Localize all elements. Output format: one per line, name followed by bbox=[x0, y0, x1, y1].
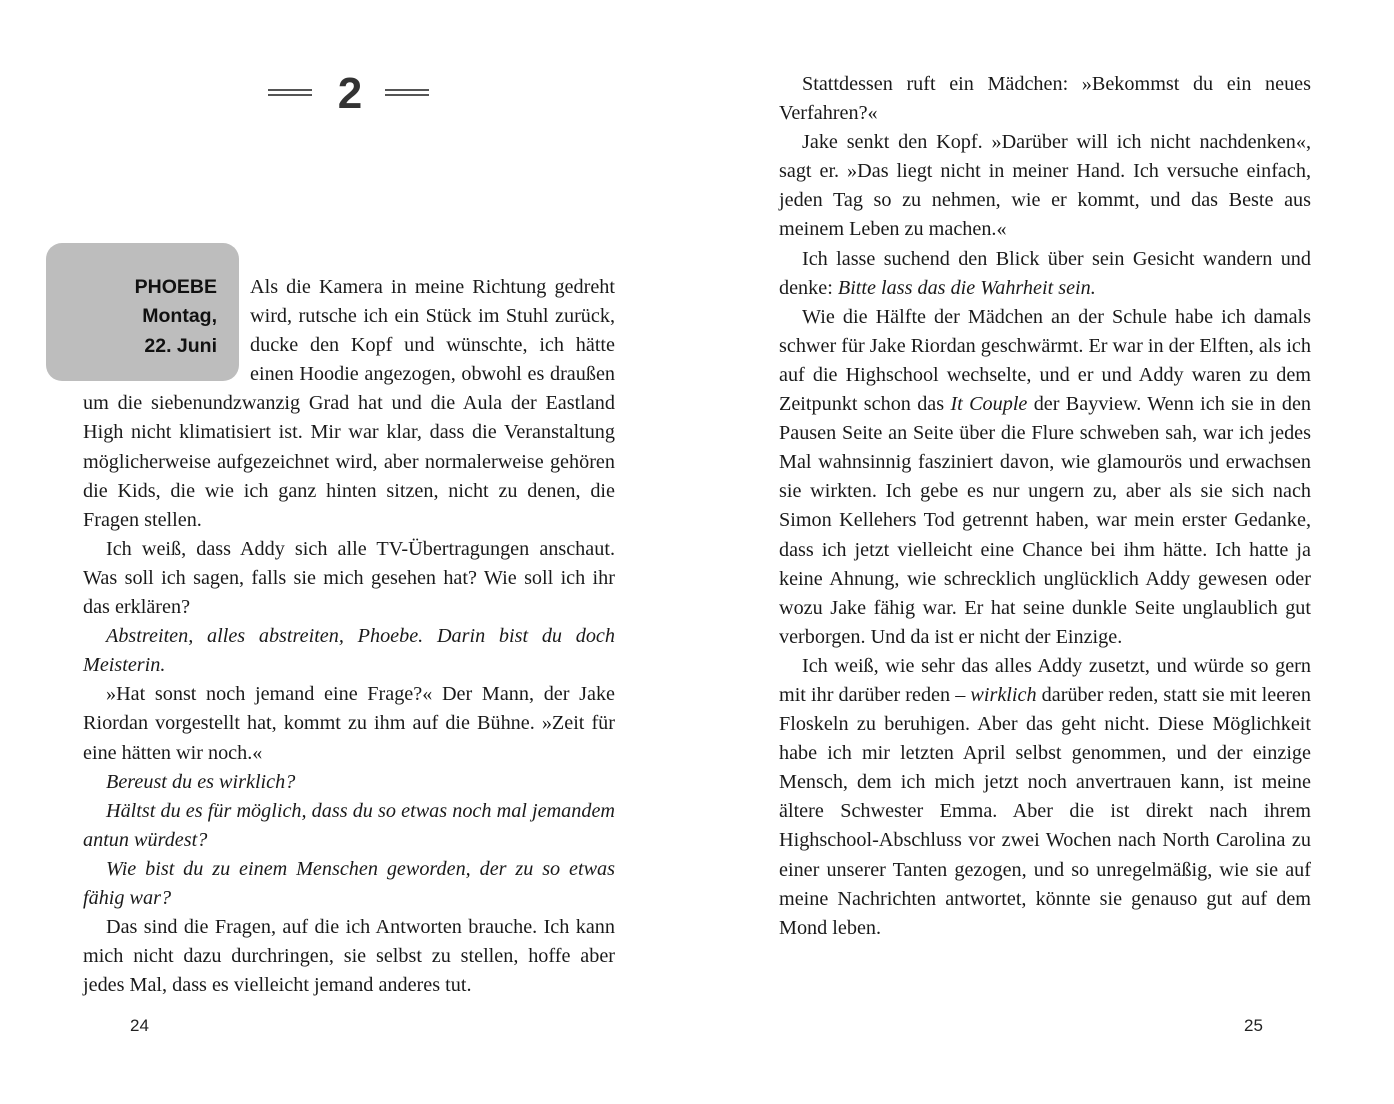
chapter-rule-left bbox=[268, 89, 312, 96]
narrator-date: 22. Juni bbox=[144, 334, 217, 357]
paragraph: Das sind die Fragen, auf die ich Antworten brauche. Ich kann mich nicht dazu durchringen, sie selbst zu stellen, hoffe aber jedes Mal, dass es vielleicht jemand anderes tut. bbox=[83, 916, 615, 997]
paragraph-thought: Wie bist du zu einem Menschen geworden, der zu so etwas fähig war? bbox=[83, 857, 615, 909]
right-page-text bbox=[779, 70, 1311, 943]
chapter-number: 2 bbox=[337, 69, 363, 118]
chapter-heading bbox=[268, 68, 430, 124]
paragraph: Ich weiß, wie sehr das alles Addy zusetzt, und würde so gern mit ihr darüber reden – wirklich darüber reden, statt sie mit leeren Floskeln zu beruhigen. Aber das geht nicht. Diese Möglichkeit habe ich mir letzten April selbst genommen, und der einzige Mensch, dem ich mich jetzt noch anvertrauen kann, ist meine ältere Schwester Emma. Aber die ist direkt nach ihrem Highschool-Abschluss vor zwei Wochen nach North Carolina zu einer unserer Tanten gezogen, und so unregelmäßig, wie sie auf meine Nachrichten antwortet, könnte sie genauso gut auf dem Mond leben. bbox=[779, 654, 1311, 939]
page-number: 24 bbox=[130, 1016, 149, 1035]
paragraph: Ich weiß, dass Addy sich alle TV-Übertragungen anschaut. Was soll ich sagen, falls sie mich gesehen hat? Wie soll ich ihr das erklären? bbox=[83, 537, 615, 619]
paragraph: Als die Kamera in meine Richtung gedreht wird, rutsche ich ein Stück im Stuhl zurück, ducke den Kopf und wünschte, ich hätte einen Hoodie angezogen, obwohl es draußen um die siebenundzwanzig Grad hat und die Aula der Eastland High nicht klimatisiert ist. Mir war klar, dass die Veranstaltung möglicherweise aufgezeichnet wird, aber normalerweise gehören die Kids, die wie ich ganz hinten sitzen, nicht zu denen, die Fragen stellen. bbox=[83, 276, 615, 531]
paragraph: Stattdessen ruft ein Mädchen: »Bekommst du ein neues Verfahren?« bbox=[779, 73, 1311, 125]
paragraph: Jake senkt den Kopf. »Darüber will ich nicht nachdenken«, sagt er. »Das liegt nicht in meiner Hand. Ich versuche einfach, jeden Tag so zu nehmen, wie er kommt, und das Beste aus meinem Leben zu machen.« bbox=[779, 131, 1311, 241]
paragraph: »Hat sonst noch jemand eine Frage?« Der Mann, der Jake Riordan vorgestellt hat, kommt zu ihm auf die Bühne. »Zeit für eine hätten wir noch.« bbox=[83, 683, 615, 764]
paragraph-thought: Hältst du es für möglich, dass du so etwas noch mal jemandem antun würdest? bbox=[83, 799, 615, 851]
right-page bbox=[697, 0, 1394, 1104]
paragraph: Ich lasse suchend den Blick über sein Gesicht wandern und denke: Bitte lass das die Wahrheit sein. bbox=[779, 247, 1311, 299]
left-page-text bbox=[83, 273, 615, 1000]
page-number: 25 bbox=[1244, 1016, 1263, 1035]
paragraph-thought: Bereust du es wirklich? bbox=[106, 770, 296, 793]
chapter-rule-right bbox=[385, 89, 429, 96]
paragraph-thought: Abstreiten, alles abstreiten, Phoebe. Darin bist du doch Meisterin. bbox=[83, 625, 615, 677]
narrator-day: Montag, bbox=[142, 305, 217, 328]
narrator-name: PHOEBE bbox=[134, 276, 217, 298]
paragraph: Wie die Hälfte der Mädchen an der Schule habe ich damals schwer für Jake Riordan geschwärmt. Er war in der Elften, als ich auf die Highschool wechselte, und er und Addy waren zu dem Zeitpunkt schon das It Couple der Bayview. Wenn ich sie in den Pausen Seite an Seite über die Flure schweben sah, war ich jedes Mal wahnsinnig fasziniert davon, wie glamourös und erwachsen sie wirkten. Ich gebe es nur ungern zu, aber als sie sich nach Simon Kellehers Tod getrennt haben, war mein erster Gedanke, dass ich jetzt vielleicht eine Chance bei ihm hätte. Ich hatte ja keine Ahnung, wie schrecklich unglücklich Addy gewesen oder wozu Jake fähig war. Er hat seine dunkle Seite unglaublich gut verborgen. Und da ist er nicht der Einzige. bbox=[779, 305, 1311, 648]
